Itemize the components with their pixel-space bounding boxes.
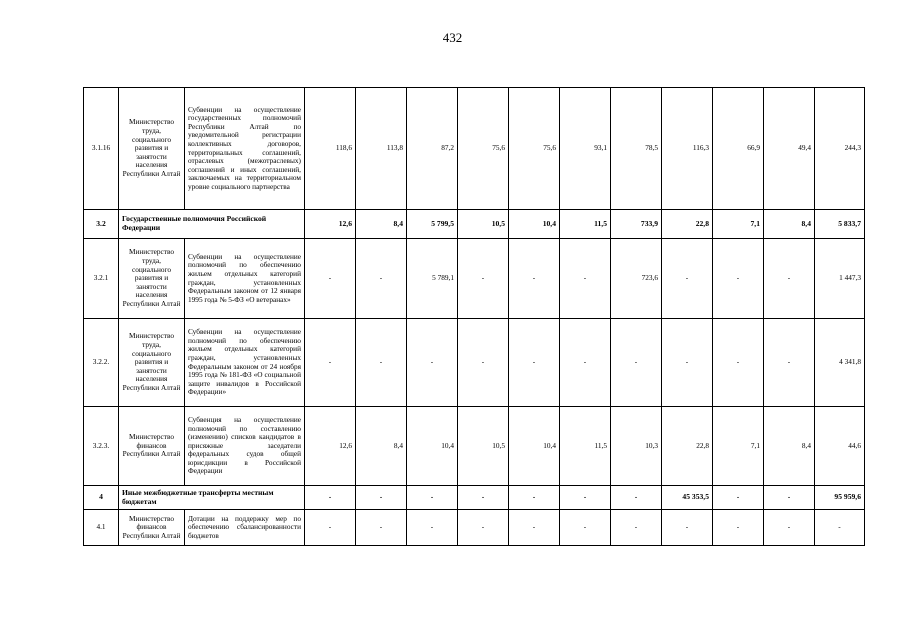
value-cell: - — [611, 510, 662, 546]
value-cell: - — [356, 319, 407, 407]
value-cell: - — [509, 319, 560, 407]
value-cell: - — [407, 486, 458, 510]
value-cell: 78,5 — [611, 88, 662, 210]
description-cell: Субвенции на осуществление полномочий по обеспечению жильем отдельных категорий граждан, установленных Федеральным законом от 24 ноября 1995 года № 181-ФЗ «О социальной защите инвалидов в Российской Федерации» — [185, 319, 305, 407]
value-cell: 75,6 — [509, 88, 560, 210]
value-cell: - — [509, 486, 560, 510]
description-cell: Субвенции на осуществление государственных полномочий Республики Алтай по уведомительной регистрации коллективных договоров, территориальных соглашений, отраслевых (межотраслевых) соглашений и иных соглашений, заключаемых на территориальном уровне социального партнерства — [185, 88, 305, 210]
value-cell: - — [560, 239, 611, 319]
table-row — [84, 510, 865, 546]
value-cell: - — [611, 319, 662, 407]
value-cell: - — [356, 239, 407, 319]
row-code-cell: 3.1.16 — [84, 88, 119, 210]
value-cell: 113,8 — [356, 88, 407, 210]
value-cell: 12,6 — [305, 210, 356, 239]
value-cell: 45 353,5 — [662, 486, 713, 510]
value-cell: - — [560, 486, 611, 510]
table-row — [84, 239, 865, 319]
value-cell: 10,5 — [458, 407, 509, 486]
value-cell: 11,5 — [560, 407, 611, 486]
value-cell: - — [662, 510, 713, 546]
value-cell: 22,8 — [662, 210, 713, 239]
value-cell: 8,4 — [356, 407, 407, 486]
section-row — [84, 210, 865, 239]
row-code-cell: 3.2.2. — [84, 319, 119, 407]
value-cell: - — [560, 319, 611, 407]
value-cell: 44,6 — [815, 407, 865, 486]
value-cell: 10,5 — [458, 210, 509, 239]
value-cell: 7,1 — [713, 407, 764, 486]
table-row — [84, 407, 865, 486]
value-cell: - — [713, 319, 764, 407]
value-cell: 4 341,8 — [815, 319, 865, 407]
value-cell: - — [764, 510, 815, 546]
row-code-cell: 3.2 — [84, 210, 119, 239]
section-row — [84, 486, 865, 510]
description-cell: Субвенции на осуществление полномочий по обеспечению жильем отдельных категорий граждан, установленных Федеральным законом от 12 января 1995 года № 5-ФЗ «О ветеранах» — [185, 239, 305, 319]
value-cell: 95 959,6 — [815, 486, 865, 510]
executor-cell: Министерство финансов Республики Алтай — [119, 510, 185, 546]
table-row — [84, 88, 865, 210]
description-cell: Дотации на поддержку мер по обеспечению сбалансированности бюджетов — [185, 510, 305, 546]
value-cell: - — [611, 486, 662, 510]
executor-cell: Министерство труда, социального развития и занятости населения Республики Алтай — [119, 239, 185, 319]
value-cell: - — [407, 510, 458, 546]
value-cell: 118,6 — [305, 88, 356, 210]
row-code-cell: 4.1 — [84, 510, 119, 546]
value-cell: 75,6 — [458, 88, 509, 210]
value-cell: 8,4 — [356, 210, 407, 239]
value-cell: 7,1 — [713, 210, 764, 239]
value-cell: 116,3 — [662, 88, 713, 210]
value-cell: 49,4 — [764, 88, 815, 210]
row-code-cell: 4 — [84, 486, 119, 510]
value-cell: - — [509, 510, 560, 546]
value-cell: - — [458, 239, 509, 319]
value-cell: 733,9 — [611, 210, 662, 239]
budget-table — [83, 87, 865, 546]
value-cell: - — [764, 239, 815, 319]
value-cell: 10,4 — [407, 407, 458, 486]
value-cell: 5 833,7 — [815, 210, 865, 239]
value-cell: 723,6 — [611, 239, 662, 319]
value-cell: - — [458, 319, 509, 407]
page-number: 432 — [442, 30, 463, 45]
value-cell: - — [713, 510, 764, 546]
description-cell: Субвенция на осуществление полномочий по составлению (изменению) списков кандидатов в присяжные заседатели федеральных судов общей юрисдикции в Российской Федерации — [185, 407, 305, 486]
value-cell: 11,5 — [560, 210, 611, 239]
value-cell: - — [815, 510, 865, 546]
value-cell: 10,3 — [611, 407, 662, 486]
executor-cell: Министерство финансов Республики Алтай — [119, 407, 185, 486]
value-cell: 66,9 — [713, 88, 764, 210]
value-cell: 5 799,5 — [407, 210, 458, 239]
value-cell: 8,4 — [764, 407, 815, 486]
value-cell: - — [305, 239, 356, 319]
value-cell: 244,3 — [815, 88, 865, 210]
value-cell: - — [305, 319, 356, 407]
table-row — [84, 319, 865, 407]
value-cell: 10,4 — [509, 210, 560, 239]
section-title-cell: Иные межбюджетные трансферты местным бюджетам — [119, 486, 305, 510]
section-title-cell: Государственные полномочия Российской Федерации — [119, 210, 305, 239]
value-cell: 5 789,1 — [407, 239, 458, 319]
value-cell: - — [560, 510, 611, 546]
value-cell: - — [713, 486, 764, 510]
value-cell: 12,6 — [305, 407, 356, 486]
value-cell: - — [662, 239, 713, 319]
value-cell: 1 447,3 — [815, 239, 865, 319]
value-cell: 93,1 — [560, 88, 611, 210]
value-cell: - — [458, 486, 509, 510]
value-cell: 22,8 — [662, 407, 713, 486]
executor-cell: Министерство труда, социального развития и занятости населения Республики Алтай — [119, 319, 185, 407]
value-cell: - — [305, 486, 356, 510]
value-cell: - — [764, 486, 815, 510]
value-cell: - — [356, 510, 407, 546]
executor-cell: Министерство труда, социального развития и занятости населения Республики Алтай — [119, 88, 185, 210]
value-cell: - — [713, 239, 764, 319]
row-code-cell: 3.2.1 — [84, 239, 119, 319]
row-code-cell: 3.2.3. — [84, 407, 119, 486]
value-cell: - — [764, 319, 815, 407]
value-cell: - — [356, 486, 407, 510]
value-cell: - — [662, 319, 713, 407]
value-cell: - — [407, 319, 458, 407]
value-cell: 87,2 — [407, 88, 458, 210]
value-cell: - — [458, 510, 509, 546]
value-cell: - — [509, 239, 560, 319]
value-cell: - — [305, 510, 356, 546]
value-cell: 8,4 — [764, 210, 815, 239]
value-cell: 10,4 — [509, 407, 560, 486]
